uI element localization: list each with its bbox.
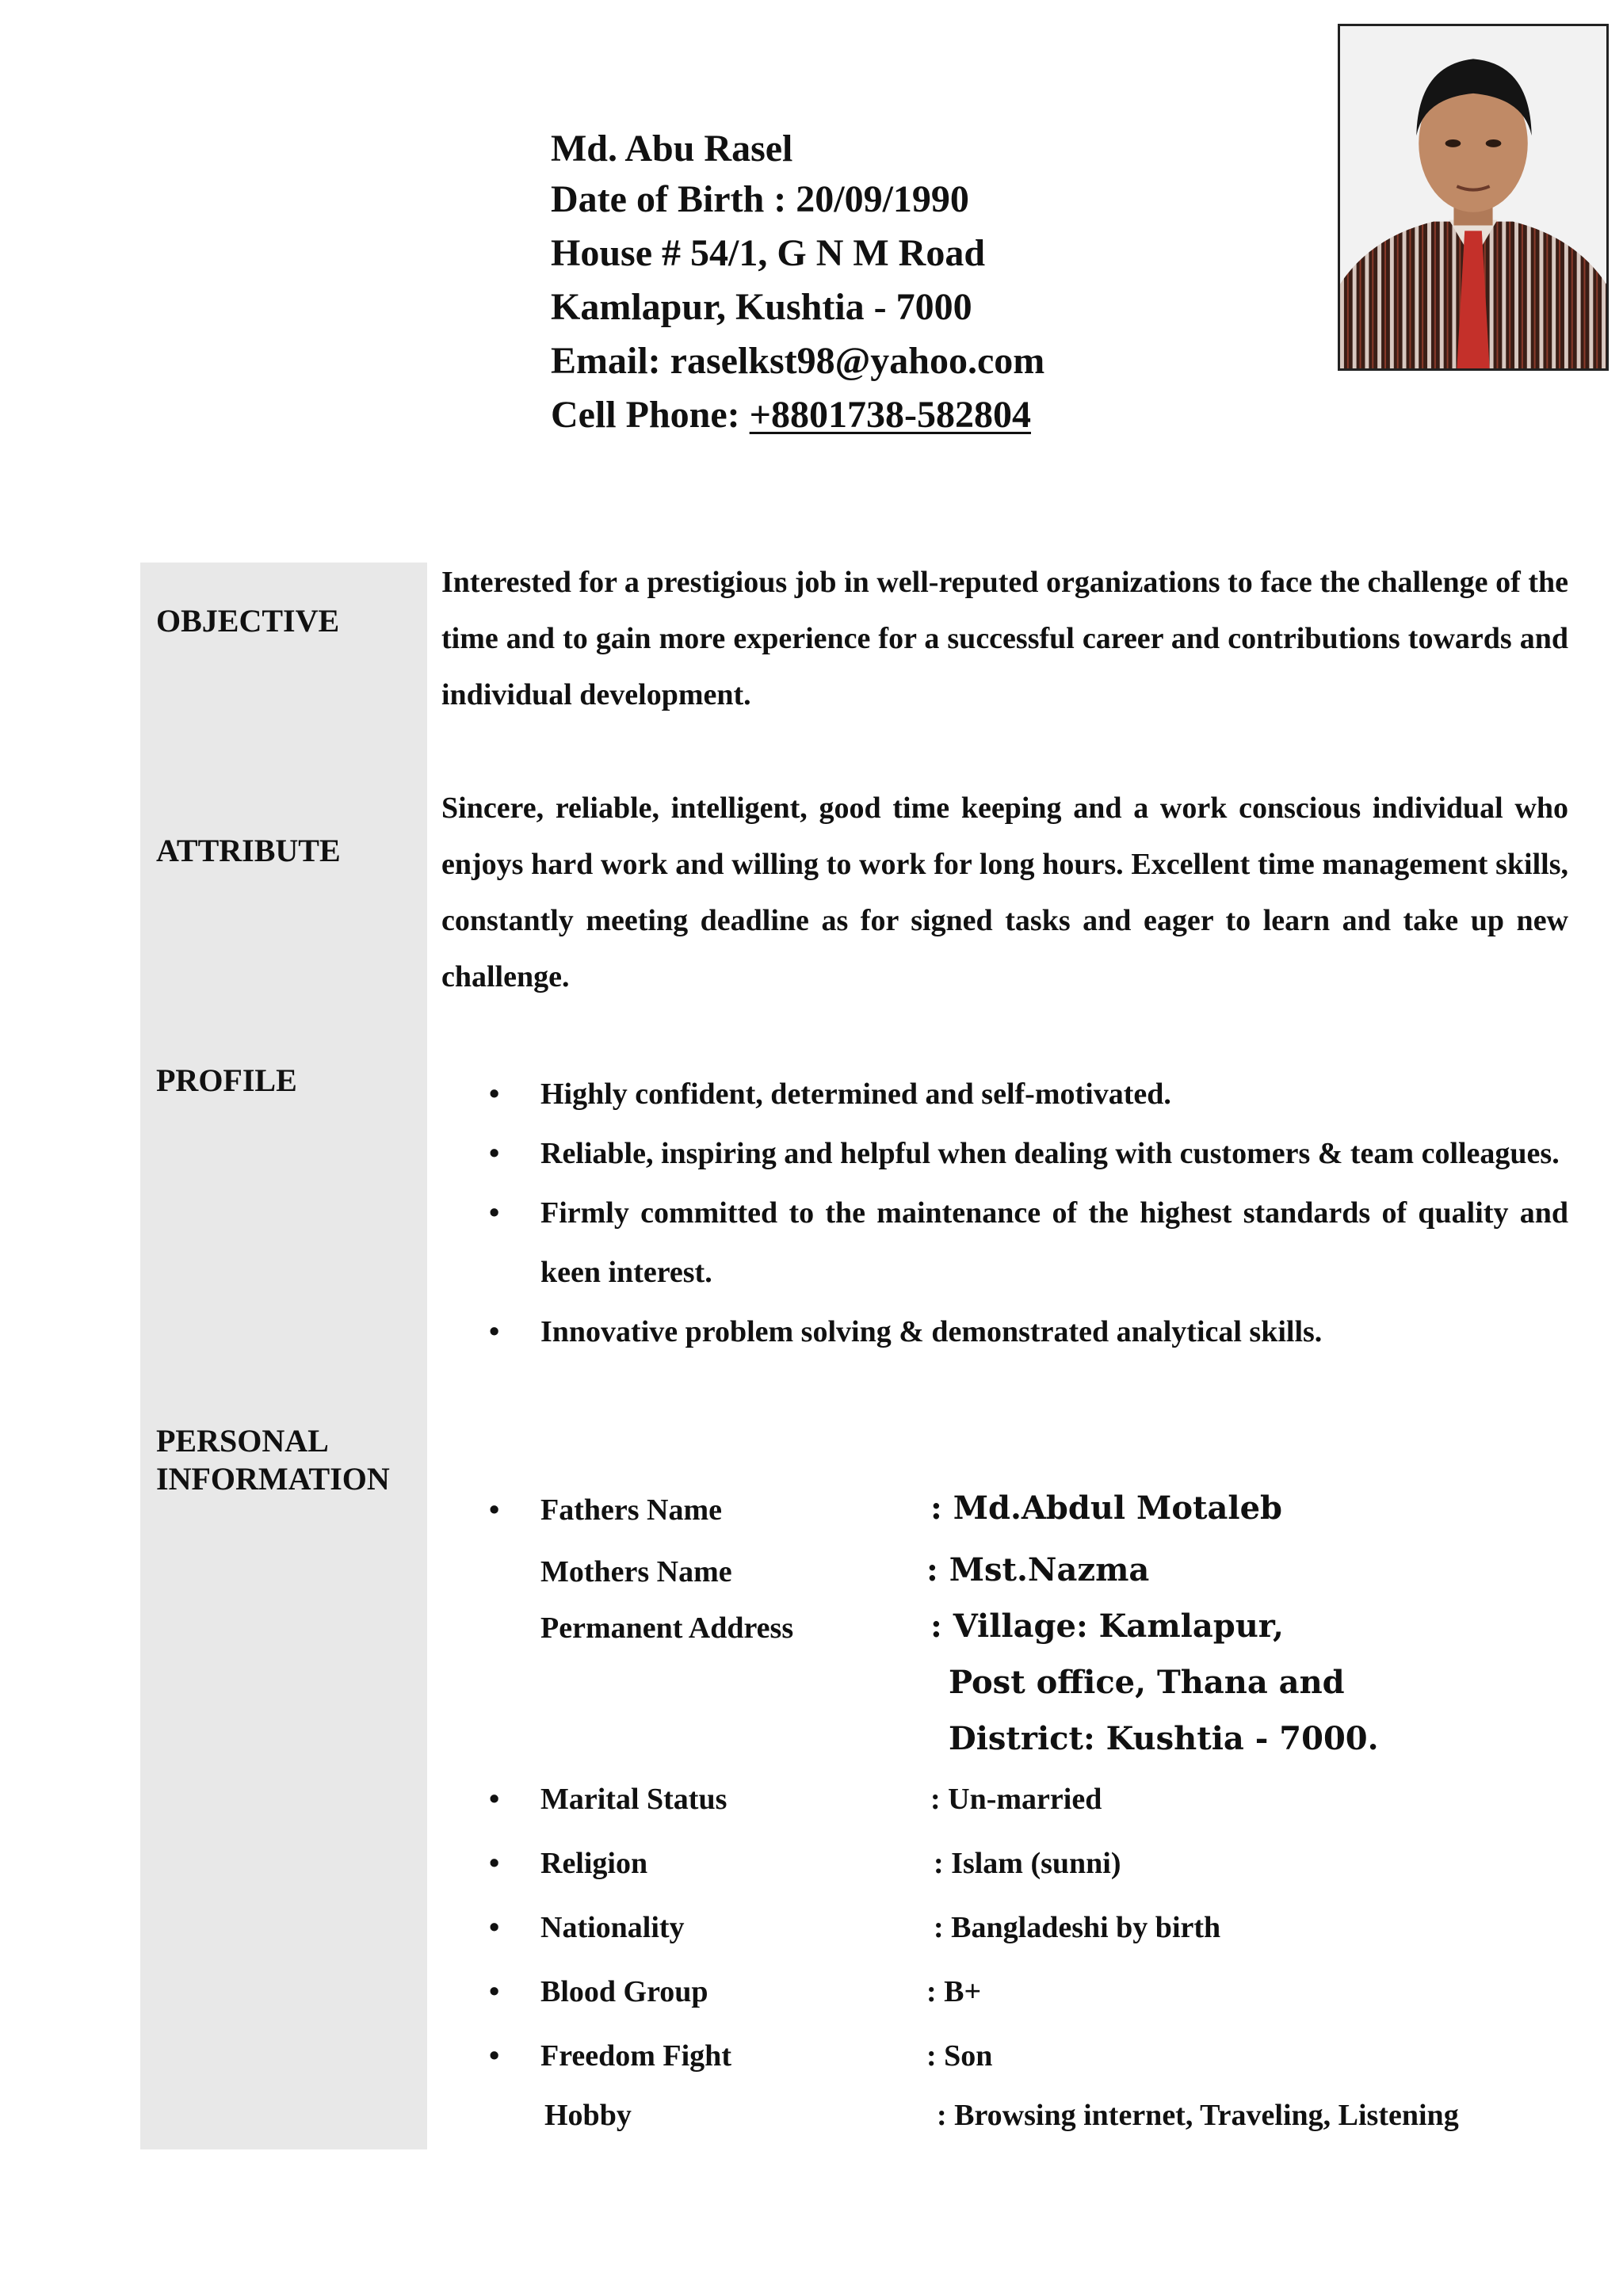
bullet-icon: • (489, 1783, 500, 1816)
cell-phone-label: Cell Phone: (551, 394, 750, 436)
email: Email: raselkst98@yahoo.com (551, 340, 1045, 382)
objective-label: OBJECTIVE (156, 603, 340, 639)
mothers-name-key: Mothers Name (540, 1555, 732, 1589)
religion-key: Religion (540, 1847, 648, 1880)
profile-label: PROFILE (156, 1062, 297, 1098)
bullet-icon: • (489, 1847, 500, 1880)
bullet-icon: • (489, 2039, 500, 2073)
attribute-label: ATTRIBUTE (156, 833, 341, 868)
marital-status-key: Marital Status (540, 1783, 727, 1816)
attribute-text: Sincere, reliable, intelligent, good time keeping and a work conscious individual who enjoys hard work and willing to work for long hours. Excellent time management skills, constantly meeting deadline as for signed tasks and eager to learn and take up new challenge. (441, 791, 1568, 994)
personal-information-label-line-2: INFORMATION (156, 1461, 390, 1497)
marital-status-value: : Un-married (930, 1783, 1102, 1816)
permanent-address-key: Permanent Address (540, 1611, 794, 1645)
address-line-2: Kamlapur, Kushtia - 7000 (551, 286, 972, 328)
cell-phone-link[interactable]: +8801738-582804 (749, 394, 1031, 436)
contact-header (551, 125, 1044, 442)
profile-list (441, 1065, 1568, 1362)
freedom-fight-key: Freedom Fight (540, 2039, 731, 2073)
address-line-1: House # 54/1, G N M Road (551, 232, 986, 274)
bullet-icon: • (489, 1911, 500, 1944)
profile-item: • Innovative problem solving & demonstrated analytical skills. (441, 1302, 1568, 1362)
objective-text: Interested for a prestigious job in well-reputed organizations to face the challenge of the time and to gain more experience for a successful career and contributions towards and individual development. (441, 566, 1568, 711)
date-of-birth: Date of Birth : 20/09/1990 (551, 178, 969, 220)
profile-item: • Reliable, inspiring and helpful when dealing with customers & team colleagues. (441, 1124, 1568, 1184)
fathers-name-key: Fathers Name (540, 1493, 722, 1527)
permanent-address-line-1: : Village: Kamlapur, (930, 1608, 1284, 1645)
religion-value: : Islam (sunni) (934, 1847, 1121, 1880)
permanent-address-line-3: District: Kushtia - 7000. (949, 1720, 1379, 1757)
profile-item: • Highly confident, determined and self-motivated. (441, 1065, 1568, 1124)
hobby-value: : Browsing internet, Traveling, Listening (937, 2099, 1459, 2132)
nationality-key: Nationality (540, 1911, 685, 1944)
cell-phone (551, 388, 1044, 442)
bullet-icon: • (489, 1975, 500, 2008)
blood-group-value: : B+ (926, 1975, 982, 2008)
profile-photo (1338, 24, 1609, 371)
nationality-value: : Bangladeshi by birth (934, 1911, 1221, 1944)
blood-group-key: Blood Group (540, 1975, 708, 2008)
profile-item: • Firmly committed to the maintenance of the highest standards of quality and keen interest. (441, 1184, 1568, 1302)
bullet-icon: • (489, 1493, 500, 1527)
permanent-address-line-2: Post office, Thana and (949, 1664, 1345, 1701)
fathers-name-value: : Md.Abdul Motaleb (930, 1489, 1283, 1527)
section-label-column (140, 563, 427, 2149)
portrait-image (1340, 26, 1606, 368)
personal-information-label-line-1: PERSONAL (156, 1423, 329, 1459)
applicant-name: Md. Abu Rasel (551, 128, 793, 170)
freedom-fight-value: : Son (926, 2039, 993, 2073)
mothers-name-value: : Mst.Nazma (926, 1551, 1150, 1589)
hobby-key: Hobby (544, 2099, 632, 2132)
